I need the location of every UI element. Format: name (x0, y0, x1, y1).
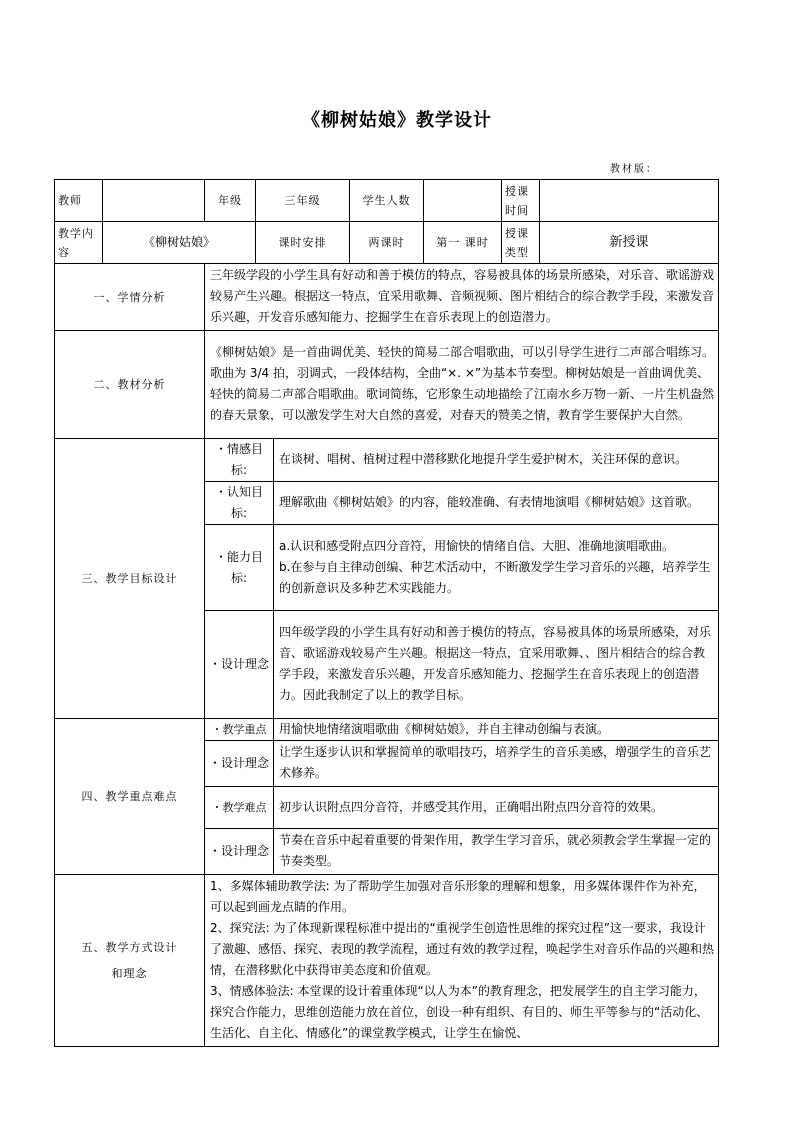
type-value: 新授课 (540, 222, 719, 264)
lesson-number: 第一 课时 (424, 222, 502, 264)
method-inquiry: 2、探究法: 为了体现新课程标准中提出的“重视学生创造性思维的探究过程”这一要求，我设计了激趣、感悟、探究、表现的教学流程，通过有效的教学过程，唤起学生对音乐作品的兴趣和热情，在潜移默化中获得审美态度和价值观。 (210, 921, 715, 977)
type-label: 授课类型 (502, 222, 540, 264)
key-point-label: ・教学重点 (205, 719, 274, 741)
section-1-heading: 一、学情分析 (55, 264, 205, 331)
goal-label-cognition: ・认知目标: (205, 482, 274, 525)
section-5-heading (55, 875, 205, 1047)
lesson-plan-table (54, 179, 719, 1047)
content-label: 教学内容 (55, 222, 103, 264)
goal-label-emotion: ・情感目标: (205, 439, 274, 482)
goal-label-ability: ・能力目标: (205, 525, 274, 611)
table-row (55, 180, 719, 222)
difficulty-rationale-label: ・设计理念 (205, 829, 274, 875)
table-row (55, 222, 719, 264)
key-point-text: 用愉快地情绪演唱歌曲《柳树姑娘》，并自主律动创编与表演。 (274, 719, 719, 741)
students-value (424, 180, 502, 222)
goal-text-emotion: 在谈树、唱树、植树过程中潜移默化地提升学生爱护树木，关注环保的意识。 (274, 439, 719, 482)
time-label: 授课时间 (502, 180, 540, 222)
section-4-heading: 四、教学重点难点 (55, 719, 205, 875)
grade-label: 年级 (205, 180, 256, 222)
key-point-rationale-label: ・设计理念 (205, 741, 274, 787)
table-row (55, 875, 719, 1047)
difficulty-label: ・教学难点 (205, 787, 274, 829)
goal-text-rationale: 四年级学段的小学生具有好动和善于模仿的特点，容易被具体的场景所感染，对乐音、歌谣游戏较易产生兴趣。根据这一特点，宜采用歌舞、、图片相结合的综合教学手段，来激发音乐兴趣，开发音乐感知能力、挖掘学生在音乐表现上的创造潜力。因此我制定了以上的教学目标。 (274, 611, 719, 719)
grade-value: 三年级 (256, 180, 350, 222)
goal-text-ability (274, 525, 719, 611)
teacher-value (103, 180, 205, 222)
goal-label-rationale: ・设计理念 (205, 611, 274, 719)
schedule-value: 两课时 (350, 222, 424, 264)
key-point-rationale-text: 让学生逐步认识和掌握简单的歌唱技巧，培养学生的音乐美感，增强学生的音乐艺术修养。 (274, 741, 719, 787)
method-experience: 3、情感体验法: 本堂课的设计着重体现“以人为本”的教育理念，把发展学生的自主学习能力，探究合作能力，思维创造能力放在首位，创设一种有组织、有目的、师生平等参与的“活动化、生活化、自主化、情感化”的课堂教学模式，让学生在愉悦、 (210, 984, 709, 1040)
section-2-text: 《柳树姑娘》是一首曲调优美、轻快的简易二部合唱歌曲，可以引导学生进行二声部合唱练习。歌曲为 3/4 拍，羽调式，一段体结构，全曲“×. ×”为基本节奏型。柳树姑娘是一首曲调优美、轻快的简易二声部合唱歌曲。歌词简练，它形象生动地描绘了江南水乡万物一新、一片生机盎然的春天景象，可以激发学生对大自然的喜爱，对春天的赞美之情，教育学生要保护大自然。 (205, 331, 719, 439)
table-row (55, 264, 719, 331)
difficulty-text: 初步认识附点四分音符，并感受其作用，正确唱出附点四分音符的效果。 (274, 787, 719, 829)
ability-item-a: a.认识和感受附点四分音符，用愉快的情绪自信、大胆、准确地演唱歌曲。 (279, 538, 675, 553)
ability-item-b: b.在参与自主律动创编、种艺术活动中，不断激发学生学习音乐的兴趣，培养学生的创新意识及多种艺术实践能力。 (279, 559, 711, 595)
teacher-label: 教师 (55, 180, 103, 222)
difficulty-rationale-text: 节奏在音乐中起着重要的骨架作用，教学生学习音乐，就必须教会学生掌握一定的节奏类型。 (274, 829, 719, 875)
edition-label: 教材版： (610, 164, 658, 175)
content-value: 《柳树姑娘》 (103, 222, 256, 264)
section-5-heading-line-2: 和理念 (111, 966, 148, 980)
section-1-text: 三年级学段的小学生具有好动和善于模仿的特点，容易被具体的场景所感染，对乐音、歌谣游戏较易产生兴趣。根据这一特点，宜采用歌舞、音频视频、图片相结合的综合教学手段，来激发音乐兴趣，开发音乐感知能力、挖掘学生在音乐表现上的创造潜力。 (205, 264, 719, 331)
document-title: 《柳树姑娘》教学设计 (302, 110, 492, 131)
table-row (55, 439, 719, 482)
section-5-text (205, 875, 719, 1047)
method-multimedia: 1、多媒体辅助教学法: 为了帮助学生加强对音乐形象的理解和想象，用多媒体课件作为补充，可以起到画龙点睛的作用。 (210, 879, 706, 914)
time-value (540, 180, 719, 222)
section-5-heading-line-1: 五、教学方式设计 (81, 940, 178, 954)
goal-text-cognition: 理解歌曲《柳树姑娘》的内容，能较准确、有表情地演唱《柳树姑娘》这首歌。 (274, 482, 719, 525)
students-label: 学生人数 (350, 180, 424, 222)
schedule-label: 课时安排 (256, 222, 350, 264)
table-row (55, 719, 719, 741)
section-3-heading: 三、教学目标设计 (55, 439, 205, 719)
section-2-heading: 二、教材分析 (55, 331, 205, 439)
table-row (55, 331, 719, 439)
